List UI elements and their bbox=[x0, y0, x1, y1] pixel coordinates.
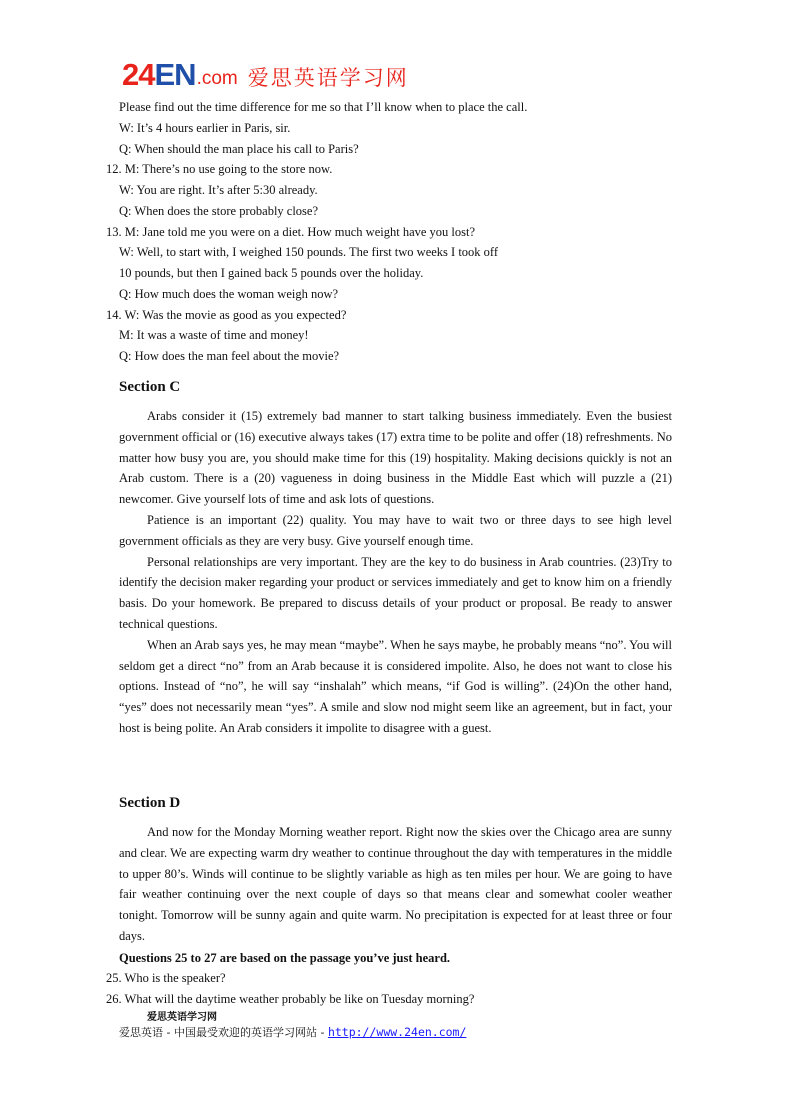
footer-tagline: 爱思英语 - 中国最受欢迎的英语学习网站 - bbox=[119, 1026, 328, 1039]
question-item: 26. What will the daytime weather probably be like on Tuesday morning? bbox=[106, 992, 475, 1006]
dialogue-line: 14. W: Was the movie as good as you expected? bbox=[106, 308, 347, 322]
footer-site-name: 爱思英语学习网 bbox=[147, 1012, 217, 1023]
section-d-heading: Section D bbox=[119, 795, 181, 811]
dialogue-line: 10 pounds, but then I gained back 5 pounds over the holiday. bbox=[119, 266, 424, 280]
dialogue-line: W: You are right. It’s after 5:30 already. bbox=[119, 183, 318, 197]
site-logo[interactable] bbox=[122, 56, 409, 90]
section-c-heading: Section C bbox=[119, 379, 181, 395]
dialogue-line: M: It was a waste of time and money! bbox=[119, 328, 309, 342]
logo-com: .com bbox=[196, 68, 238, 89]
logo-chinese-name: 爱思英语学习网 bbox=[247, 66, 409, 90]
questions-intro: Questions 25 to 27 are based on the passage you’ve just heard. bbox=[119, 951, 451, 965]
logo-number: 24 bbox=[122, 57, 155, 92]
footer-line bbox=[119, 1024, 466, 1040]
passage-paragraph: When an Arab says yes, he may mean “maybe”. When he says maybe, he probably means “no”. You will seldom get a direct “no” from an Arab because it is considered impolite. Also, he does not want to close his options. Instead of “no”, he will say “inshalah” which means, “if God is willing”. (24)On the other hand, “yes” does not necessarily mean “yes”. A smile and slow nod might seem like an agreement, but in fact, your host is being polite. An Arab considers it impolite to disagree with a guest. bbox=[119, 637, 672, 735]
dialogue-line: 12. M: There’s no use going to the store now. bbox=[106, 162, 333, 176]
question-line: Q: When should the man place his call to Paris? bbox=[119, 142, 359, 156]
logo-en: EN bbox=[154, 57, 196, 92]
passage-paragraph: Personal relationships are very important. They are the key to do business in Arab countries. (23)Try to identify the decision maker regarding your product or services immediately and get to know him on a friendly basis. Do your homework. Be prepared to discuss details of your product or proposal. Be ready to answer technical questions. bbox=[119, 554, 672, 631]
question-line: Q: How does the man feel about the movie? bbox=[119, 349, 340, 363]
dialogue-line: W: Well, to start with, I weighed 150 pounds. The first two weeks I took off bbox=[119, 245, 499, 259]
passage-paragraph: Arabs consider it (15) extremely bad manner to start talking business immediately. Even the busiest government official or (16) executive always takes (17) extra time to be polite and offer (18) refreshments. No matter how busy you are, you should make time for this (19) hospitality. Making decisions quickly is not an Arab custom. There is a (20) vagueness in doing business in the Middle East which will puzzle a (21) newcomer. Give yourself lots of time and ask lots of questions. bbox=[119, 409, 672, 507]
question-line: Q: When does the store probably close? bbox=[119, 204, 319, 218]
dialogue-line: Please find out the time difference for me so that I’ll know when to place the call. bbox=[119, 100, 528, 114]
dialogue-line: 13. M: Jane told me you were on a diet. How much weight have you lost? bbox=[106, 225, 476, 239]
passage-paragraph: And now for the Monday Morning weather report. Right now the skies over the Chicago area are sunny and clear. We are expecting warm dry weather to continue throughout the day with temperatures in the middle to upper 80’s. Winds will continue to be slightly variable as high as ten miles per hour. We are going to have fair weather continuing over the next couple of days so that means clear and somewhat cooler weather tonight. Tomorrow will be sunny again and quite warm. No precipitation is expected for at least three or four days. bbox=[119, 825, 672, 943]
passage-paragraph: Patience is an important (22) quality. You may have to wait two or three days to see high level government officials as they are very busy. Give yourself enough time. bbox=[119, 512, 672, 548]
footer-url-link[interactable]: http://www.24en.com/ bbox=[327, 1025, 467, 1039]
section-c-passage bbox=[119, 406, 672, 739]
question-item: 25. Who is the speaker? bbox=[106, 971, 226, 985]
dialogue-line: W: It’s 4 hours earlier in Paris, sir. bbox=[119, 121, 291, 135]
section-d-passage bbox=[119, 822, 672, 947]
question-line: Q: How much does the woman weigh now? bbox=[119, 287, 339, 301]
